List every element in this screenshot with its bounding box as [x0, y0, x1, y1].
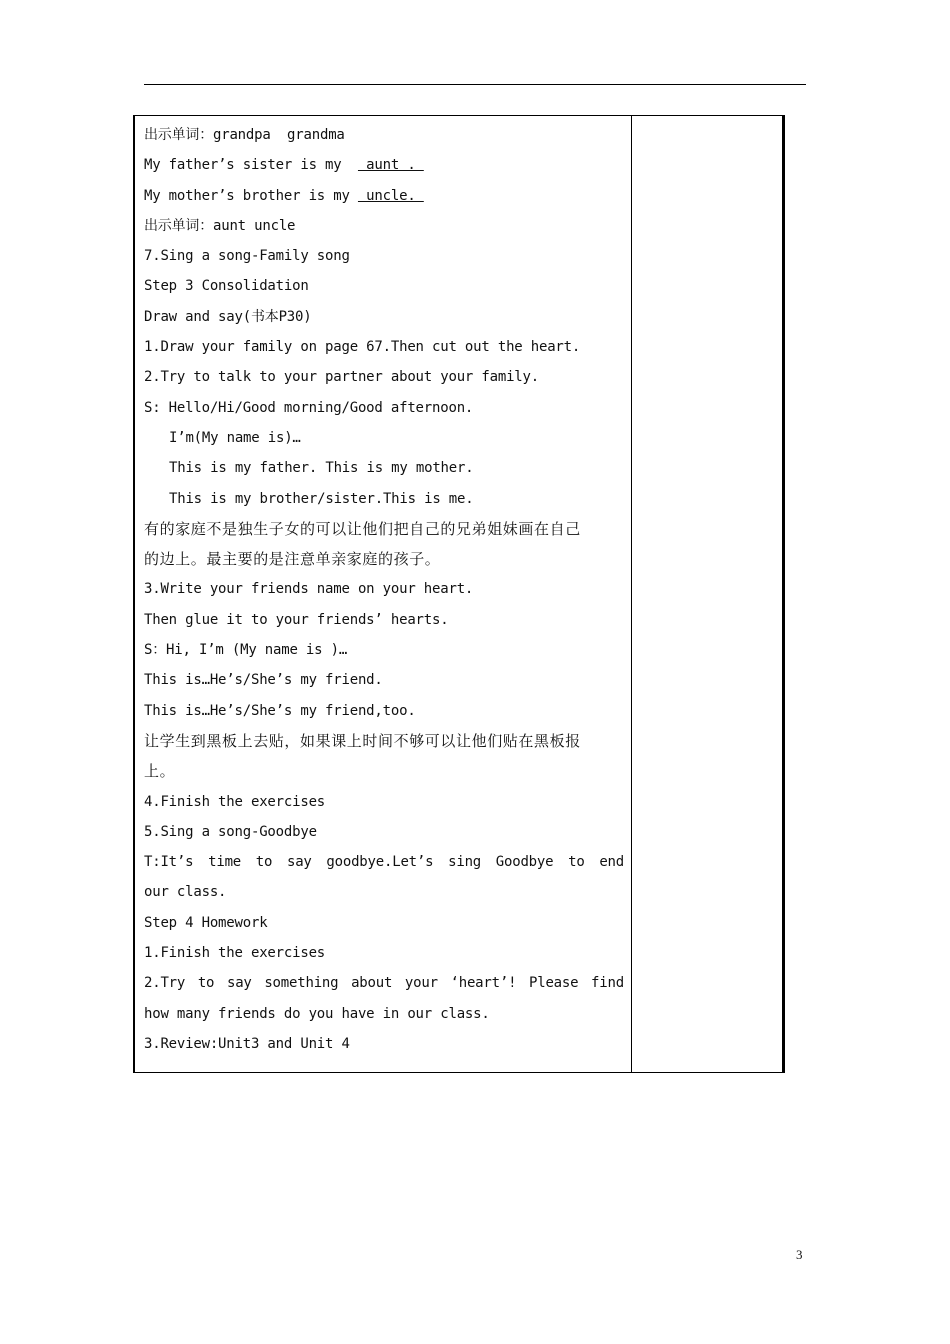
- justified-line: [144, 968, 624, 998]
- sentence-prefix: My mother’s brother is my: [144, 187, 358, 204]
- text-line: This is…He’s/She’s my friend.: [144, 672, 383, 689]
- justified-line: [144, 847, 624, 877]
- page-number: 3: [796, 1247, 803, 1262]
- text-line: Draw and say(书本P30): [144, 308, 312, 325]
- text-line: 7.Sing a song-Family song: [144, 248, 350, 265]
- chinese-note-line: 让学生到黑板上去贴，如果课上时间不够可以让他们贴在黑板报: [144, 731, 581, 750]
- text-line: our class.: [144, 884, 227, 901]
- step-heading: Step 3 Consolidation: [144, 278, 309, 295]
- text-line: 5.Sing a song-Goodbye: [144, 823, 317, 840]
- chinese-note-line: 上。: [144, 762, 176, 781]
- text-line: 3.Write your friends name on your heart.: [144, 581, 474, 598]
- chinese-note-line: 有的家庭不是独生子女的可以让他们把自己的兄弟姐妹画在自己: [144, 519, 581, 538]
- word: sing: [448, 854, 482, 871]
- word: to: [255, 854, 273, 871]
- word: to: [197, 975, 215, 992]
- word: about: [351, 975, 393, 992]
- text-line: 4.Finish the exercises: [144, 793, 326, 810]
- word: 2.Try: [144, 975, 186, 992]
- text-line: [144, 181, 624, 211]
- text-line: S: Hello/Hi/Good morning/Good afternoon.: [144, 399, 474, 416]
- word: something: [264, 975, 339, 992]
- word: time: [208, 854, 242, 871]
- step-heading: Step 4 Homework: [144, 914, 268, 931]
- sentence-prefix: My father’s sister is my: [144, 157, 358, 174]
- word: Please: [529, 975, 579, 992]
- fill-in-answer: aunt .: [357, 157, 424, 174]
- lesson-content-cell: [144, 120, 624, 1059]
- word: to: [568, 854, 585, 871]
- text-line: This is my father. This is my mother.: [169, 460, 474, 477]
- text-line: 2.Try to talk to your partner about your family.: [144, 369, 539, 386]
- text-line: how many friends do you have in our class.: [144, 1005, 490, 1022]
- lesson-plan-table: [133, 115, 785, 1073]
- word: find: [591, 975, 624, 992]
- word: T:It’s: [144, 854, 194, 871]
- text-line: 出示单词：aunt uncle: [144, 217, 296, 234]
- text-line: 1.Finish the exercises: [144, 945, 326, 962]
- text-line: I’m(My name is)…: [169, 429, 301, 446]
- text-line: This is…He’s/She’s my friend,too.: [144, 702, 416, 719]
- text-line: S：Hi, I’m (My name is )…: [144, 642, 348, 659]
- word: say: [286, 854, 312, 871]
- text-line: 出示单词：grandpa grandma: [144, 127, 345, 143]
- word: your: [404, 975, 438, 992]
- word: say: [226, 975, 252, 992]
- text-line: [144, 150, 624, 180]
- fill-in-answer: uncle.: [357, 187, 424, 204]
- text-line: 3.Review:Unit3 and Unit 4: [144, 1035, 350, 1052]
- column-divider: [631, 116, 632, 1072]
- text-line: This is my brother/sister.This is me.: [169, 490, 474, 507]
- word: Goodbye: [495, 854, 554, 871]
- word: ‘heart’!: [450, 975, 517, 992]
- word: goodbye.Let’s: [326, 854, 434, 871]
- header-rule: [144, 84, 806, 85]
- chinese-note-line: 的边上。最主要的是注意单亲家庭的孩子。: [144, 550, 441, 569]
- word: end: [599, 854, 624, 871]
- text-line: Then glue it to your friends’ hearts.: [144, 611, 449, 628]
- text-line: 1.Draw your family on page 67.Then cut out the heart.: [144, 339, 581, 356]
